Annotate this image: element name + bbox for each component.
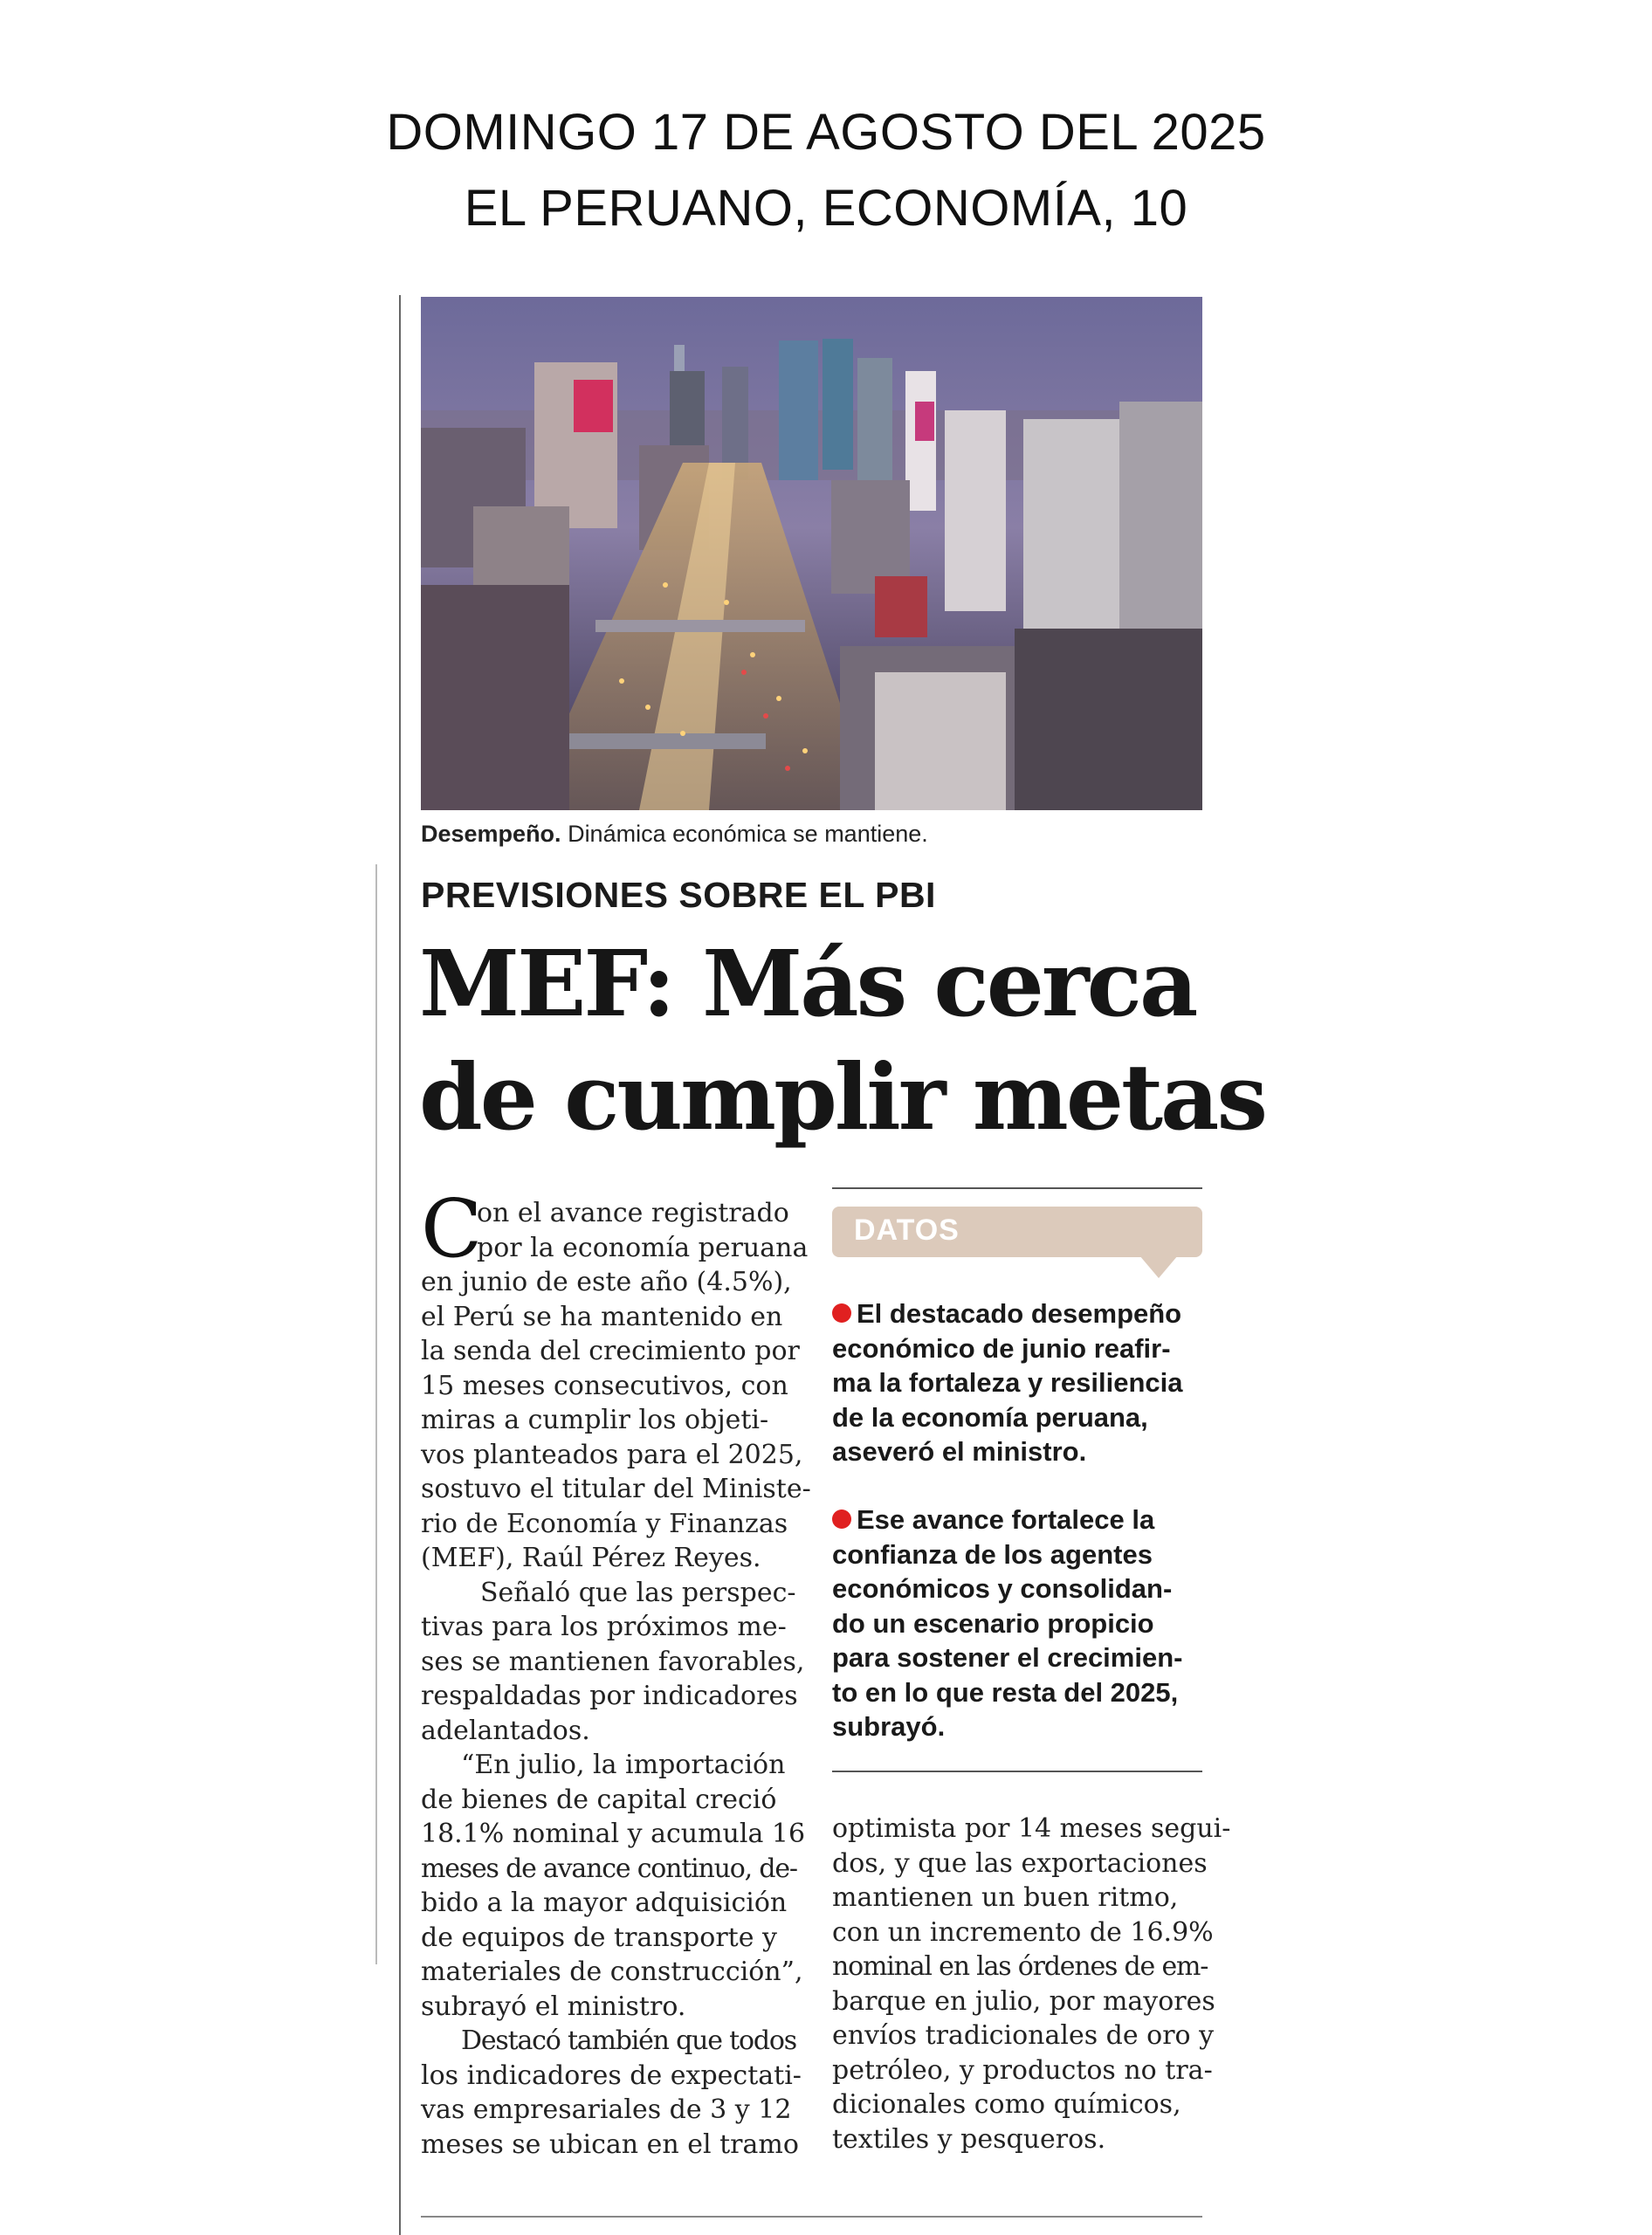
sidebar-line: do un escenario propicio [832,1607,1154,1639]
body-line: meses de avance continuo, de- [421,1853,797,1884]
article-column-2 [832,1812,1231,2156]
drop-cap: C [421,1182,483,1276]
body-line: materiales de construcción”, [421,1956,803,1987]
sidebar-item-1 [832,1296,1208,1469]
datos-label: DATOS [854,1214,960,1247]
date-line: DOMINGO 17 DE AGOSTO DEL 2025 [386,104,1266,161]
kicker: PREVISIONES SOBRE EL PBI [421,875,936,915]
article-column-1 [421,1196,811,2162]
body-line: vos planteados para el 2025, [421,1439,803,1470]
caption-text: Dinámica económica se mantiene. [561,821,928,847]
body-line: nominal en las órdenes de em- [832,1951,1208,1982]
sidebar-line: ma la fortaleza y resiliencia [832,1367,1183,1398]
body-line: meses se ubican en el tramo [421,2128,799,2160]
red-bullet-icon [832,1303,851,1323]
body-line: Señaló que las perspec- [480,1577,796,1608]
sidebar-line: aseveró el ministro. [832,1436,1087,1467]
sidebar-bottom-rule [832,1771,1202,1772]
sidebar-line: El destacado desempeño [857,1298,1182,1329]
column-divider [399,295,401,2235]
body-line: 18.1% nominal y acumula 16 [421,1819,806,1849]
sidebar-line: to en lo que resta del 2025, [832,1676,1179,1708]
body-line: adelantados. [421,1715,590,1746]
body-line: por la economía peruana [477,1232,809,1263]
body-line: vas empresariales de 3 y 12 [421,2094,792,2125]
sidebar-line: confianza de los agentes [832,1538,1153,1570]
sidebar-item-2 [832,1503,1208,1744]
body-line: miras a cumplir los objeti- [421,1405,769,1435]
sidebar-line: para sostener el crecimien- [832,1642,1183,1673]
sidebar-line: económico de junio reafir- [832,1332,1171,1364]
body-line: Destacó también que todos [461,2025,796,2056]
body-line: petróleo, y productos no tra- [832,2054,1213,2086]
body-line: con un incremento de 16.9% [832,1916,1214,1948]
body-line: los indicadores de expectati- [421,2060,802,2091]
sidebar-top-rule [832,1187,1202,1189]
sidebar-line: subrayó. [832,1711,946,1742]
caption-bold: Desempeño. [421,821,561,847]
headline-line-1: MEF: Más cerca [419,930,1196,1037]
city-skyline-photo [421,297,1202,810]
body-line: “En julio, la importación [461,1750,786,1780]
body-line: dos, y que las exportaciones [832,1847,1208,1879]
body-line: subrayó el ministro. [421,1991,686,2022]
body-line: sostuvo el titular del Ministe- [421,1474,811,1504]
body-line: barque en julio, por mayores [832,1985,1215,2017]
body-line: el Perú se ha mantenido en [421,1301,783,1332]
sidebar-line: Ese avance fortalece la [857,1504,1155,1535]
page-bottom-rule [421,2216,1202,2218]
red-bullet-icon [832,1509,851,1529]
body-line: textiles y pesqueros. [832,2123,1106,2155]
body-line: en junio de este año (4.5%), [421,1267,792,1297]
body-line: rio de Economía y Finanzas [421,1508,788,1539]
margin-rule [375,864,377,1964]
source-line: EL PERUANO, ECONOMÍA, 10 [464,180,1188,237]
sidebar-line: de la economía peruana, [832,1401,1148,1433]
body-line: (MEF), Raúl Pérez Reyes. [421,1543,761,1573]
sidebar-line: económicos y consolidan- [832,1573,1173,1604]
photo-caption [421,821,1202,848]
body-line: de equipos de transporte y [421,1922,777,1953]
body-line: de bienes de capital creció [421,1784,777,1815]
body-line: bido a la mayor adquisición [421,1888,788,1918]
body-line: mantienen un buen ritmo, [832,1882,1179,1913]
body-line: dicionales como químicos, [832,2089,1181,2120]
body-line: optimista por 14 meses segui- [832,1813,1231,1844]
body-line: envíos tradicionales de oro y [832,2020,1215,2051]
headline-line-2: de cumplir metas [419,1043,1265,1151]
datos-label-tail [1139,1255,1178,1278]
body-line: tivas para los próximos me- [421,1612,787,1642]
body-line: la senda del crecimiento por [421,1336,800,1366]
body-line: 15 meses consecutivos, con [421,1370,788,1401]
body-line: on el avance registrado [477,1198,789,1228]
body-line: respaldadas por indicadores [421,1681,798,1711]
body-line: ses se mantienen favorables, [421,1646,805,1677]
